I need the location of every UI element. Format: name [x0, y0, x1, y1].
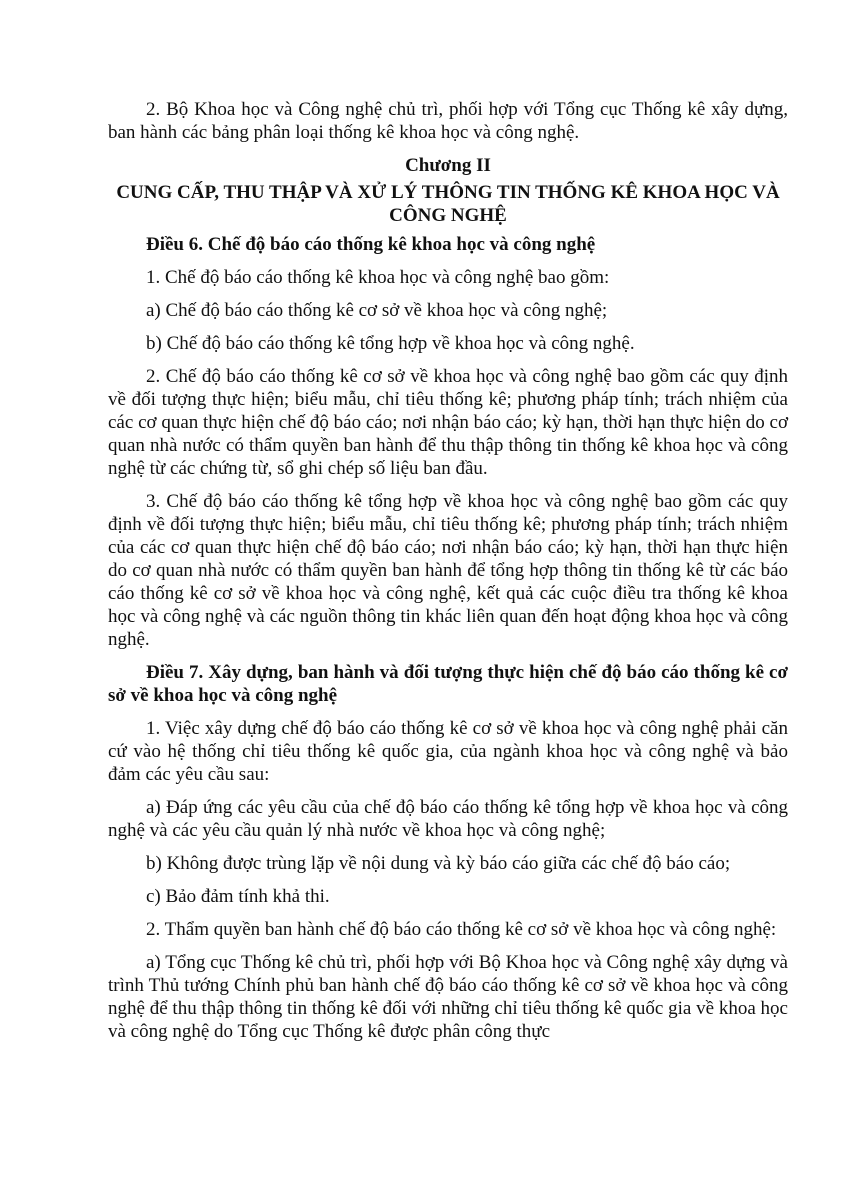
- paragraph: 1. Việc xây dựng chế độ báo cáo thống kê cơ sở về khoa học và công nghệ phải căn cứ vào hệ thống chỉ tiêu thống kê quốc gia, của ngành khoa học và công nghệ và bảo đảm các yêu cầu sau:: [108, 718, 788, 785]
- paragraph: a) Chế độ báo cáo thống kê cơ sở về khoa học và công nghệ;: [146, 300, 608, 321]
- paragraph: c) Bảo đảm tính khả thi.: [146, 886, 330, 907]
- document-page: [108, 98, 788, 1047]
- paragraph: 3. Chế độ báo cáo thống kê tổng hợp về khoa học và công nghệ bao gồm các quy định về đối tượng thực hiện; biểu mẫu, chỉ tiêu thống kê; phương pháp tính; trách nhiệm của các cơ quan thực hiện chế độ báo cáo; nơi nhận báo cáo; kỳ hạn, thời hạn thực hiện do cơ quan nhà nước có thẩm quyền ban hành để tổng hợp thông tin thống kê từ các báo cáo thống kê cơ sở về khoa học và công nghệ, kết quả các cuộc điều tra thống kê khoa học và công nghệ và các nguồn thông tin khác liên quan đến hoạt động khoa học và công nghệ.: [108, 491, 788, 650]
- paragraph: 2. Chế độ báo cáo thống kê cơ sở về khoa học và công nghệ bao gồm các quy định về đối tượng thực hiện; biểu mẫu, chỉ tiêu thống kê; phương pháp tính; trách nhiệm của các cơ quan thực hiện chế độ báo cáo; nơi nhận báo cáo; kỳ hạn, thời hạn thực hiện do cơ quan nhà nước có thẩm quyền ban hành để thu thập thông tin thống kê khoa học và công nghệ từ các chứng từ, sổ ghi chép số liệu ban đầu.: [108, 366, 788, 479]
- paragraph: a) Tổng cục Thống kê chủ trì, phối hợp với Bộ Khoa học và Công nghệ xây dựng và trình Thủ tướng Chính phủ ban hành chế độ báo cáo thống kê cơ sở về khoa học và công nghệ để thu thập thông tin thống kê đối với những chỉ tiêu thống kê quốc gia về khoa học và công nghệ do Tổng cục Thống kê được phân công thực: [108, 952, 788, 1042]
- chapter-title: CUNG CẤP, THU THẬP VÀ XỬ LÝ THÔNG TIN THỐNG KÊ KHOA HỌC VÀ CÔNG NGHỆ: [116, 182, 780, 226]
- paragraph: 2. Thẩm quyền ban hành chế độ báo cáo thống kê cơ sở về khoa học và công nghệ:: [146, 919, 777, 940]
- paragraph: 2. Bộ Khoa học và Công nghệ chủ trì, phối hợp với Tổng cục Thống kê xây dựng, ban hành các bảng phân loại thống kê khoa học và công nghệ.: [108, 99, 788, 143]
- article-heading: Điều 7. Xây dựng, ban hành và đối tượng thực hiện chế độ báo cáo thống kê cơ sở về khoa học và công nghệ: [108, 662, 788, 706]
- paragraph: a) Đáp ứng các yêu cầu của chế độ báo cáo thống kê tổng hợp về khoa học và công nghệ và các yêu cầu quản lý nhà nước về khoa học và công nghệ;: [108, 797, 788, 841]
- paragraph: b) Chế độ báo cáo thống kê tổng hợp về khoa học và công nghệ.: [146, 333, 635, 354]
- paragraph: b) Không được trùng lặp về nội dung và kỳ báo cáo giữa các chế độ báo cáo;: [146, 853, 731, 874]
- chapter-heading: Chương II: [405, 155, 491, 176]
- article-heading: Điều 6. Chế độ báo cáo thống kê khoa học và công nghệ: [146, 234, 596, 255]
- paragraph: 1. Chế độ báo cáo thống kê khoa học và công nghệ bao gồm:: [146, 267, 610, 288]
